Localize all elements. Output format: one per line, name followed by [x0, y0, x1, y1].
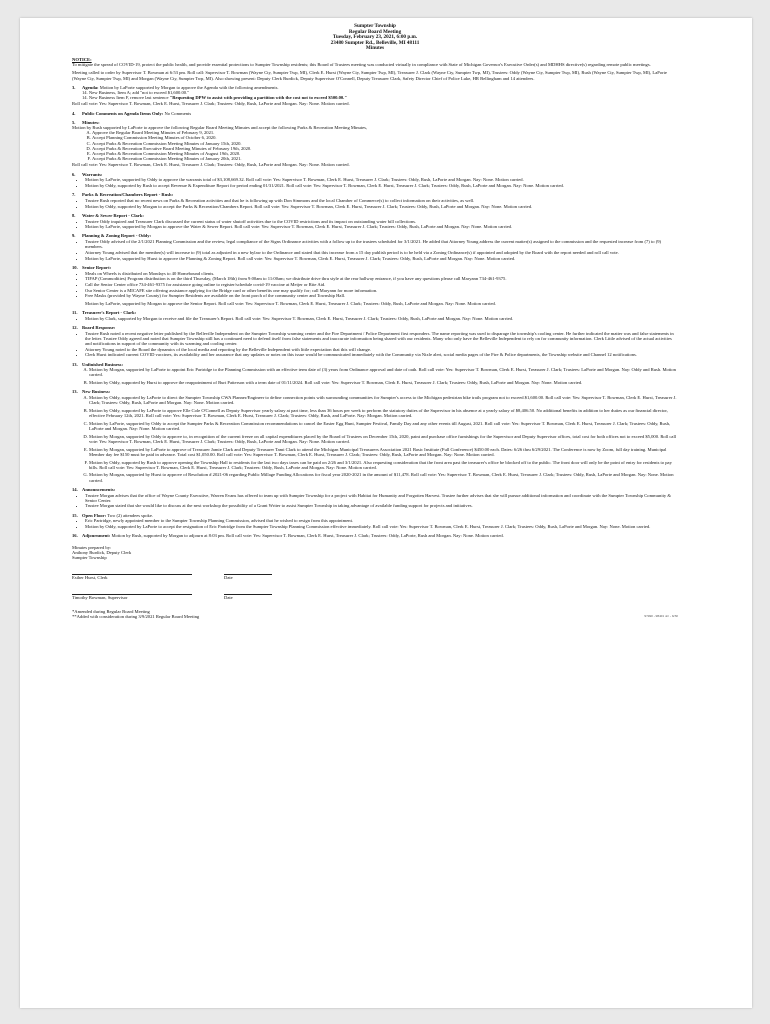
meeting-date: Tuesday, February 23, 2021, 6:00 p.m.: [332, 34, 418, 41]
list-item: F. Motion by Oddy, supported by Rush to approve opening the Township Hall to residents for the last two days taxes can be paid on 2/26 and 3/1/2021. Also requesting consideration that the front area past the treasurer's office be blocked off to the public. The front door will only be the point of entry for residents to pay bills. Roll call vote: Yes: Supervisor T. Bowman, Clerk E. Hurst, Treasurer J. Clark; Trustees: Oddy, Rush, LaPorte and Morgan. Nay: None. Motion carried.: [89, 460, 678, 470]
list-item: E. Accept Parks & Recreation Commission Meeting Minutes of August 19th, 2020.: [92, 151, 678, 156]
roll-call-vote: Roll call vote: Yes: Supervisor T. Bowman, Clerk E. Hurst, Treasurer J. Clark; Trustees: Oddy, Rush, LaPorte and Morgan. Nay: None. Motion carried.: [72, 162, 350, 168]
list-item: F. Accept Parks & Recreation Commission Meeting Minutes of January 20th, 2021.: [92, 156, 678, 161]
minutes-content: [72, 24, 678, 619]
list-item: • Trustee Oddy advised of the 2/1/2021 Planning Commission and the review, legal compliance of the Signs Ordinance activities with a follow up to the trustees scheduled for 3/1/2021. He added that Attorney Young address the current matter(s) assigned to the commission and the requested increase from (7) to (9) members.: [85, 239, 678, 249]
meeting-type: Regular Board Meeting: [348, 28, 402, 35]
section-text: Motion by LaPorte supported by Morgan to approve the Agenda with the following amendments.: [99, 84, 279, 90]
section-number: 10.: [72, 264, 78, 270]
section-number: 11.: [72, 309, 78, 315]
section-senior-report: [72, 265, 678, 306]
section-public-comments: [72, 111, 678, 116]
list-item: • Eric Partridge, newly appointed member to the Sumpter Township Planning Commission, advised that he wished to resign from this appointment.: [85, 518, 678, 523]
footnote-added: **Added with consideration during 3/9/2021 Regular Board Meeting 97490 - 98401 4/c - 6/30: [72, 613, 678, 619]
section-planning-zoning-report: [72, 233, 678, 261]
section-text: Two (2) attendees spoke.: [106, 512, 154, 518]
section-adjournment: [72, 533, 678, 538]
section-number: 9.: [72, 233, 76, 239]
agenda-amendment: 14. New Business Item F, remove last sentence "Requesting DPW to assist with providing a partition with the cost not to exceed $500.00.": [82, 95, 347, 101]
section-board-response: [72, 325, 678, 358]
clerk-name: Esther Hurst, Clerk: [72, 575, 108, 581]
list-item: • Attorney Young noted to the Board the dynamics of the local media and reporting by the Belleville Independent with little expectation that this will change.: [85, 347, 678, 352]
section-title: Adjournment:: [82, 533, 111, 539]
section-title: Agenda:: [82, 84, 99, 90]
footnotes: [72, 609, 678, 619]
section-number: 12.: [72, 324, 78, 330]
section-number: 5.: [72, 119, 76, 125]
section-treasurer-report: [72, 310, 678, 321]
list-item: • Trustee Oddy inquired and Treasurer Clark discussed the current status of water shutoff activities due to the COVID restrictions and its impact on outstanding water bill collections.: [85, 219, 678, 224]
section-number: 15.: [72, 512, 78, 518]
section-number: 4.: [72, 110, 76, 116]
section-number: 3.: [72, 84, 76, 90]
section-open-floor: [72, 513, 678, 530]
bullet-list: [72, 518, 678, 529]
list-item: B. Motion by Oddy, supported by LaPorte to approve Elle Cole O'Connell as Deputy Supervisor yearly salary at part time, less than 36 hours per week to perform the statutory duties of the Supervisor in his absence at a yearly salary of $8,406.50. No additional benefits in addition to her duties as our financial director, effective February 12th, 2021. Roll call vote: Yes: Supervisor T. Bowman, Clerk E. Hurst, Treasurer J. Clark; Trustees: Oddy, Rush, and LaPorte. Nay: Morgan. Motion carried.: [89, 408, 678, 418]
section-title: Parks & Recreation/Chambers Report - Rush:: [82, 192, 174, 198]
list-item: C. Motion by LaPorte, supported by Oddy to accept the Sumpter Parks & Recreation Commission recommendations to cancel the Easter Egg Hunt, Sumpter Festival, Family Day and any other events till August, 2021. Roll call vote: Yes: Supervisor T. Bowman, Clerk E. Hurst, Treasurer J. Clark; Trustees: Oddy, Rush, LaPorte and Morgan. Nay: None. Motion carried.: [89, 421, 678, 431]
section-title: Public Comments on Agenda Items Only:: [82, 110, 164, 116]
section-title: Board Response:: [82, 324, 116, 330]
preparer-org: Sumpter Township: [72, 554, 107, 560]
roll-call-vote: Roll call vote: Yes: Supervisor T. Bowman, Clerk E. Hurst, Treasurer J. Clark; Trustees: Oddy, Rush, LaPorte and Morgan. Nay: None. Motion carried.: [72, 101, 350, 107]
bullet-list: [72, 271, 678, 299]
section-title: Treasurer's Report - Clark:: [82, 309, 137, 315]
bullet-list: [72, 198, 678, 209]
list-item: • Motion by Oddy, supported by LaPorte to accept the resignation of Eric Partridge from the Sumpter Township Planning Commission effective immediately. Roll call vote: Yes: Supervisor T. Bowman, Clerk E. Hurst, Treasurer J. Clark; Trustees: Oddy, Rush, LaPorte and Morgan. Nay: None. Motion carried.: [85, 524, 678, 529]
list-item: • Motion by Oddy, supported by Rush to accept Revenue & Expenditure Report for period ending 01/31/2021. Roll call vote: Yes: Supervisor T. Bowman, Clerk E. Hurst, Treasurer J. Clark; Trustees: Oddy, Rush, LaPorte and Morgan. Nay: None. Motion carried.: [85, 183, 678, 188]
section-text: No Comments: [163, 110, 192, 116]
section-number: 6.: [72, 171, 76, 177]
section-title: Open Floor:: [82, 512, 107, 518]
section-title: Warrants:: [82, 171, 103, 177]
list-item: • Motion by LaPorte, supported by Oddy to approve the warrants total of $3,108,669.32. Roll call vote: Yes: Supervisor T. Bowman, Clerk E. Hurst, Treasurer J. Clark; Trustees: Oddy, Rush, LaPorte and Morgan. Nay: None. Motion carried.: [85, 177, 678, 182]
supervisor-name: Timothy Bowman, Supervisor: [72, 595, 128, 601]
section-unfinished-business: [72, 362, 678, 386]
list-item: • Free Masks (provided by Wayne County) for Sumpter Residents are available on the front porch of the community center and Township Hall.: [85, 293, 678, 298]
list-item: D. Accept Parks & Recreation Executive Board Meeting Minutes of February 19th, 2020.: [92, 146, 678, 151]
document-header: [72, 24, 678, 52]
item-list: [72, 395, 678, 483]
list-item: A. Approve the Regular Board Meeting Minutes of February 9, 2021.: [92, 130, 678, 135]
item-list: [72, 367, 678, 385]
minutes-list: [72, 130, 678, 161]
section-agenda: [72, 85, 678, 107]
section-number: 14.: [72, 486, 78, 492]
list-item: • Trustee Morgan stated that she would like to discuss at the next workshop the possibility of a Grant Writer to assist Sumpter Township in taking advantage of available funding support for projects and initiatives.: [85, 503, 678, 508]
section-number: 13.: [72, 389, 78, 395]
supervisor-signature-caption: [72, 595, 272, 600]
list-item: A. Motion by Oddy, supported by LaPorte to direct the Sumpter Township CWA Planner/Engineer to define connection points with surrounding communities for Sumpter's access to the Michigan pedestrian bike trails program not to exceed $1,600.00. Roll call vote: Yes: Supervisor T. Bowman, Clerk E. Hurst, Treasurer J. Clark; Trustees: Oddy, Rush, LaPorte and Morgan. Nay: None. Motion carried.: [89, 395, 678, 405]
notice-block: [72, 57, 678, 67]
township-title: Sumpter Township: [354, 23, 396, 29]
section-title: Planning & Zoning Report - Oddy:: [82, 233, 152, 239]
clerk-signature-caption: [72, 575, 272, 580]
notice-title: NOTICE:: [72, 56, 92, 62]
list-item: • TIFAP (Commodities) Program distribution is on the third Thursday, (March 18th) from 9:00am to 11:00am; we distribute drive thru style at the rear hallway entrance, if you have any questions please call Maryann 734-461-9375.: [85, 276, 678, 281]
section-water-sewer-report: [72, 213, 678, 230]
section-title: Minutes:: [82, 119, 100, 125]
agenda-amendment: 14. New Business, Item A; add "not to exceed $1,600.00.": [82, 89, 190, 95]
list-item: B. Accept Planning Commission Meeting Minutes of October 6, 2020.: [92, 135, 678, 140]
document-page: [20, 18, 752, 1008]
section-warrants: [72, 172, 678, 189]
list-item: • Trustee Rush reported that no recent news on Parks & Recreation activities and that he is following up with Don Simmons and the local Chamber of Commerce(s) to collect information on their activities, as well.: [85, 198, 678, 203]
section-minutes: [72, 120, 678, 168]
date-label: Date: [224, 575, 233, 581]
section-title: Unfinished Business:: [82, 361, 123, 367]
list-item: • Motion by Clark, supported by Morgan to receive and file the Treasurer's Report. Roll call vote: Yes: Supervisor T. Bowman, Clerk E. Hurst, Treasurer J. Clark; Trustees: Oddy, Rush, LaPorte and Morgan. Nay: None. Motion carried.: [85, 316, 678, 321]
list-item: • Call the Senior Center office 734-461-9375 for assistance going online to register/schedule covid-19 vaccine at Meijer or Rite Aid.: [85, 282, 678, 287]
section-announcements: [72, 487, 678, 509]
section-title: Water & Sewer Report - Clark:: [82, 212, 144, 218]
section-number: 13.: [72, 361, 78, 367]
bullet-list: [72, 239, 678, 261]
list-item: • Motion by LaPorte, supported by Morgan to approve the Water & Sewer Report. Roll call vote: Yes: Supervisor T. Bowman, Clerk E. Hurst, Treasurer J. Clark; Trustees: Oddy, Rush, LaPorte and Morgan. Nay: None. Motion carried.: [85, 224, 678, 229]
section-title: Announcements:: [82, 486, 116, 492]
prepared-label: Minutes prepared by:: [72, 544, 112, 550]
list-item: • Meals on Wheels is distributed on Mondays to 40 Homebound clients.: [85, 271, 678, 276]
section-number: 7.: [72, 192, 76, 198]
list-item: • Clerk Hurst indicated current COVID vaccines, its availability and her assurance that any updates or notes on this issue would be communicated immediately with the Community via Nixle alert, social media pages of the Fire & Police departments, the Township website and Channel 12 notifications.: [85, 352, 678, 357]
section-parks-report: [72, 192, 678, 209]
call-to-order: Meeting called to order by Supervisor T. Bowman at 6:53 pm. Roll call: Supervisor T. Bowman (Wayne Cty, Sumpter Twp, MI), Clerk E. Hurst (Wayne Cty, Sumpter Twp, MI), Treasurer J. Clark (Wayne Cty, Sumpter Twp, MI), Trustees: Oddy (Wayne Cty, Sumpter Twp, MI), Rush (Wayne Cty, Sumpter Twp, MI), LaPorte (Wayne Cty, Sumpter Twp, MI) and Morgan (Wayne Cty, Sumpter Twp, MI). Also showing present: Deputy Clerk Burdick, Deputy Supervisor O'Connell, Deputy Treasurer Clark, Safety Director Chief of Police Luke, HR Bellingham and 14 attendees.: [72, 70, 667, 81]
list-item: • Motion by Oddy, supported by Morgan to accept the Parks & Recreation/Chambers Report. Roll call vote: Yes: Supervisor T. Bowman, Clerk E. Hurst, Treasurer J. Clark; Trustees: Oddy, Rush, LaPorte and Morgan. Nay: None. Motion carried.: [85, 204, 678, 209]
document-id: 97490 - 98401 4/c - 6/30: [644, 613, 678, 618]
bullet-list: [72, 177, 678, 188]
preparer-name: Anthony Burdick, Deputy Clerk: [72, 549, 132, 555]
list-item: B. Motion by Oddy, supported by Hurst to approve the reappointment of Burt Patterson with a term date of 01/11/2024. Roll call vote: Yes: Supervisor T. Bowman, Clerk E. Hurst, Treasurer J. Clark; Trustees: Oddy, Rush, LaPorte and Morgan. Nay: None. Motion carried.: [89, 380, 678, 385]
section-title: New Business:: [82, 389, 111, 395]
section-motion: Motion by LaPorte, supported by Morgan to approve the Senior Report. Roll call vote: Yes: Supervisor T. Bowman, Clerk E. Hurst, Treasurer J. Clark; Trustees: Oddy, Rush, LaPorte and Morgan. Nay: None. Motion carried.: [85, 300, 496, 306]
section-text: Motion by Rush supported by LaPorte to approve the following Regular Board Meeting Minutes and accept the following Parks & Recreation Meeting Minutes,: [72, 125, 368, 130]
footnote-amended: *Amended during Regular Board Meeting: [72, 608, 150, 614]
list-item: • Trustee Rush noted a recent negative letter published by the Belleville Independent on the Sumpter Township warming center and the Fire Department / Police Department first responders. The name reporting was used to disparage the township's cooling center. He further indicated the matter was and false statements in the letter. Trustee Oddy agreed and noted that Sumpter Township still has a continued need to defend itself from false statements and inaccurate information being shared with our residents. Many who only have the Belleville Independent to rely on for community information. Clerk Little advised of the actual activities and notifications in support of the community with its warming and cooling center.: [85, 331, 678, 347]
bullet-list: [72, 316, 678, 321]
section-text: Motion by Rush, supported by Morgan to adjourn at 8:03 pm. Roll call vote: Yes: Supervisor T. Bowman, Clerk E. Hurst, Treasurer J. Clark; Trustees: Oddy, LaPorte, Rush and Morgan. Nay: None. Motion carried.: [110, 533, 504, 539]
date-label: Date: [224, 595, 233, 601]
list-item: D. Motion by Morgan, supported by Oddy to approve to, in recognition of the current freeze on all capital expenditures placed by the Board of Trustees on December 15th, 2020, paint and purchase office furnishings for the Supervisor and Deputy Supervisor offices, total cost for both offices not to exceed $5,000. Roll call vote: Yes: Supervisor T. Bowman, Clerk E. Hurst, Treasurer J. Clark; Trustees: Oddy, Rush, LaPorte and Morgan. Nay: None. Motion carried.: [89, 434, 678, 444]
bullet-list: [72, 219, 678, 230]
meeting-address: 23480 Sumpter Rd., Belleville, MI 48111: [330, 39, 420, 46]
section-number: 8.: [72, 212, 76, 218]
list-item: • Trustee Morgan advises that the office of Wayne County Executive, Warren Evans has offered to team up with Sumpter Township for a project with Habitat for Humanity and Forgotten Harvest. Trustee further advises that she will pursue additional information and coordinate with the Sumpter Township Community & Senior Center.: [85, 493, 678, 503]
list-item: C. Accept Parks & Recreation Commission Meeting Minutes of January 15th, 2020.: [92, 141, 678, 146]
list-item: G. Motion by Morgan, supported by Hurst to approve of Resolution # 2021-06 regarding Public Millage Funding Allocations for fiscal year 2020-2021 in the amount of $11,478. Roll call vote: Yes: Supervisor T. Bowman, Clerk E. Hurst, Treasurer J. Clark; Trustees: Oddy, Rush, LaPorte and Morgan. Nay: None. Motion carried.: [89, 472, 678, 482]
minutes-heading: Minutes: [365, 45, 385, 52]
list-item: E. Motion by Morgan, supported by LaPorte to approve of Treasurer Jamie Clark and Deputy Treasurer Tami Clark to attend the Michigan Municipal Treasurers Association 2021 Basic Institute (Full Conference) $450.00 each. Dates: 6/26 thru 6/29/2021. The Conference is now by Zoom, full day training. Municipal Member day fee $150 must be paid in advance. Total cost $1,050.00. Roll call vote: Yes: Supervisor T. Bowman, Clerk E. Hurst, Treasurer J. Clark; Trustees: Oddy, Rush, LaPorte and Morgan. Nay: None. Motion carried.: [89, 447, 678, 457]
list-item: A. Motion by Morgan, supported by LaPorte to appoint Eric Partridge to the Planning Commission with an effective term date of (3) years from Ordinance approval and date of oath. Roll call vote: Yes: Supervisor T. Bowman, Clerk E. Hurst, Treasurer J. Clark; Trustees: LaPorte and Morgan. Nay: Oddy and Rush. Motion carried.: [89, 367, 678, 377]
section-new-business: [72, 389, 678, 483]
list-item: • Motion by LaPorte, supported by Hurst to approve the Planning & Zoning Report. Roll call vote: Yes: Supervisor T. Bowman, Clerk E. Hurst, Treasurer J. Clark; Trustees: Oddy, Rush, LaPorte and Morgan. Nay: None. Motion carried.: [85, 256, 678, 261]
prepared-by: [72, 545, 678, 561]
list-item: • Our Senior Center is a MICAFE site offering assistance applying for the Bridge card or other benefits one may qualify for; call Maryann for more information.: [85, 288, 678, 293]
bullet-list: [72, 493, 678, 509]
bullet-list: [72, 331, 678, 358]
notice-text: To mitigate the spread of COVID-19, protect the public health, and provide essential protections to Sumpter Township residents; this Board of Trustees meeting was conducted virtually in compliance with State of Michigan Governor's Executive Order(s) and MDHHS directive(s) regarding remote public meetings.: [72, 62, 651, 68]
section-number: 16.: [72, 533, 78, 539]
list-item: • Attorney Young advised that the member(s) will increase to (9) total as adjusted in a new bylaw to the Ordinance and stated that this increase from a 15 day publish period is to be held via a Zoning Ordinance(s) if appointed and adopted by the Board with the report needed and roll call vote.: [85, 250, 678, 255]
section-title: Senior Report:: [82, 264, 112, 270]
